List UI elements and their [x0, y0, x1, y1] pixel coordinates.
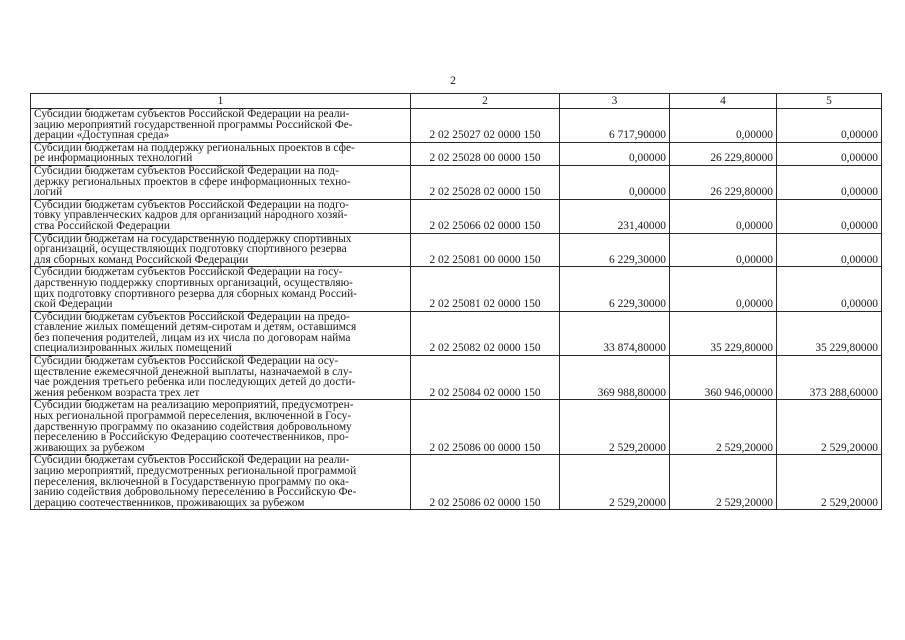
page-number: 2: [450, 73, 456, 87]
amount-cell: 0,00000: [777, 233, 882, 267]
budget-code-cell: 2 02 25028 00 0000 150: [411, 142, 560, 165]
budget-code-cell: 2 02 25081 00 0000 150: [411, 233, 560, 267]
amount-cell: 0,00000: [777, 142, 882, 165]
amount-cell: 0,00000: [777, 199, 882, 233]
amount-cell: 373 288,60000: [777, 356, 882, 400]
income-name-cell: Субсидии бюджетам на поддержку региональных проектов в сфе- ре информационных технологий: [31, 142, 411, 165]
amount-cell: 6 717,90000: [560, 109, 670, 143]
amount-cell: 0,00000: [777, 267, 882, 311]
amount-cell: 0,00000: [560, 142, 670, 165]
amount-cell: 369 988,80000: [560, 356, 670, 400]
income-name-cell: Субсидии бюджетам на реализацию мероприятий, предусмотрен- ных региональной программой переселения, включенной в Госу- дарственную программу по оказанию содействия добровольному переселению в Российскую Федерацию соотечественников, про- живающих за рубежом: [31, 400, 411, 455]
budget-code-cell: 2 02 25028 02 0000 150: [411, 165, 560, 199]
amount-cell: 360 946,00000: [670, 356, 777, 400]
amount-cell: 231,40000: [560, 199, 670, 233]
table-row: [31, 199, 882, 233]
column-header: 1: [31, 94, 411, 109]
budget-code-cell: 2 02 25086 02 0000 150: [411, 455, 560, 510]
column-header: 2: [411, 94, 560, 109]
budget-code-cell: 2 02 25082 02 0000 150: [411, 311, 560, 355]
amount-cell: 6 229,30000: [560, 267, 670, 311]
amount-cell: 2 529,20000: [777, 455, 882, 510]
amount-cell: 2 529,20000: [670, 400, 777, 455]
amount-cell: 2 529,20000: [560, 400, 670, 455]
income-name-cell: Субсидии бюджетам субъектов Российской Федерации на осу- ществление ежемесячной денежной выплаты, назначаемой в слу- чае рождения третьего ребенка или последующих детей до дости- жения ребенком возраста трех лет: [31, 356, 411, 400]
income-name-cell: Субсидии бюджетам субъектов Российской Федерации на госу- дарственную поддержку спортивных организаций, осуществляю- щих подготовку спортивного резерва для сборных команд Россий- ской Федерации: [31, 267, 411, 311]
amount-cell: 2 529,20000: [777, 400, 882, 455]
amount-cell: 0,00000: [670, 267, 777, 311]
table-row: [31, 165, 882, 199]
budget-code-cell: 2 02 25066 02 0000 150: [411, 199, 560, 233]
amount-cell: 26 229,80000: [670, 165, 777, 199]
amount-cell: 33 874,80000: [560, 311, 670, 355]
amount-cell: 6 229,30000: [560, 233, 670, 267]
amount-cell: 0,00000: [670, 233, 777, 267]
amount-cell: 0,00000: [777, 165, 882, 199]
budget-table: [30, 93, 882, 510]
budget-code-cell: 2 02 25081 02 0000 150: [411, 267, 560, 311]
amount-cell: 0,00000: [777, 109, 882, 143]
budget-code-cell: 2 02 25027 02 0000 150: [411, 109, 560, 143]
table-row: [31, 109, 882, 143]
column-header: 5: [777, 94, 882, 109]
column-header: 3: [560, 94, 670, 109]
table-row: [31, 233, 882, 267]
amount-cell: 35 229,80000: [670, 311, 777, 355]
amount-cell: 26 229,80000: [670, 142, 777, 165]
income-name-cell: Субсидии бюджетам на государственную поддержку спортивных организаций, осуществляющих подготовку спортивного резерва для сборных команд Российской Федерации: [31, 233, 411, 267]
income-name-cell: Субсидии бюджетам субъектов Российской Федерации на предо- ставление жилых помещений детям-сиротам и детям, оставшимся без попечения родителей, лицам из их числа по договорам найма специализированных жилых помещений: [31, 311, 411, 355]
income-name-cell: Субсидии бюджетам субъектов Российской Федерации на реали- зацию мероприятий государственной программы Российской Фе- дерации «Доступная среда»: [31, 109, 411, 143]
amount-cell: 0,00000: [560, 165, 670, 199]
table-row: [31, 267, 882, 311]
budget-code-cell: 2 02 25084 02 0000 150: [411, 356, 560, 400]
table-row: [31, 356, 882, 400]
income-name-cell: Субсидии бюджетам субъектов Российской Федерации на реали- зацию мероприятий, предусмотренных региональной программой переселения, включенной в Государственную программу по ока- занию содействия добровольному переселению в Российскую Фе- дерацию соотечественников, проживающих за рубежом: [31, 455, 411, 510]
amount-cell: 0,00000: [670, 199, 777, 233]
table-row: [31, 311, 882, 355]
amount-cell: 35 229,80000: [777, 311, 882, 355]
table-row: [31, 455, 882, 510]
table-row: [31, 400, 882, 455]
table-row: [31, 142, 882, 165]
income-name-cell: Субсидии бюджетам субъектов Российской Федерации на подго- товку управленческих кадров для организаций народного хозяй- ства Российской Федерации: [31, 199, 411, 233]
amount-cell: 2 529,20000: [670, 455, 777, 510]
header-row: [31, 94, 882, 109]
amount-cell: 2 529,20000: [560, 455, 670, 510]
column-header: 4: [670, 94, 777, 109]
amount-cell: 0,00000: [670, 109, 777, 143]
income-name-cell: Субсидии бюджетам субъектов Российской Федерации на под- держку региональных проектов в сфере информационных техно- логий: [31, 165, 411, 199]
budget-code-cell: 2 02 25086 00 0000 150: [411, 400, 560, 455]
